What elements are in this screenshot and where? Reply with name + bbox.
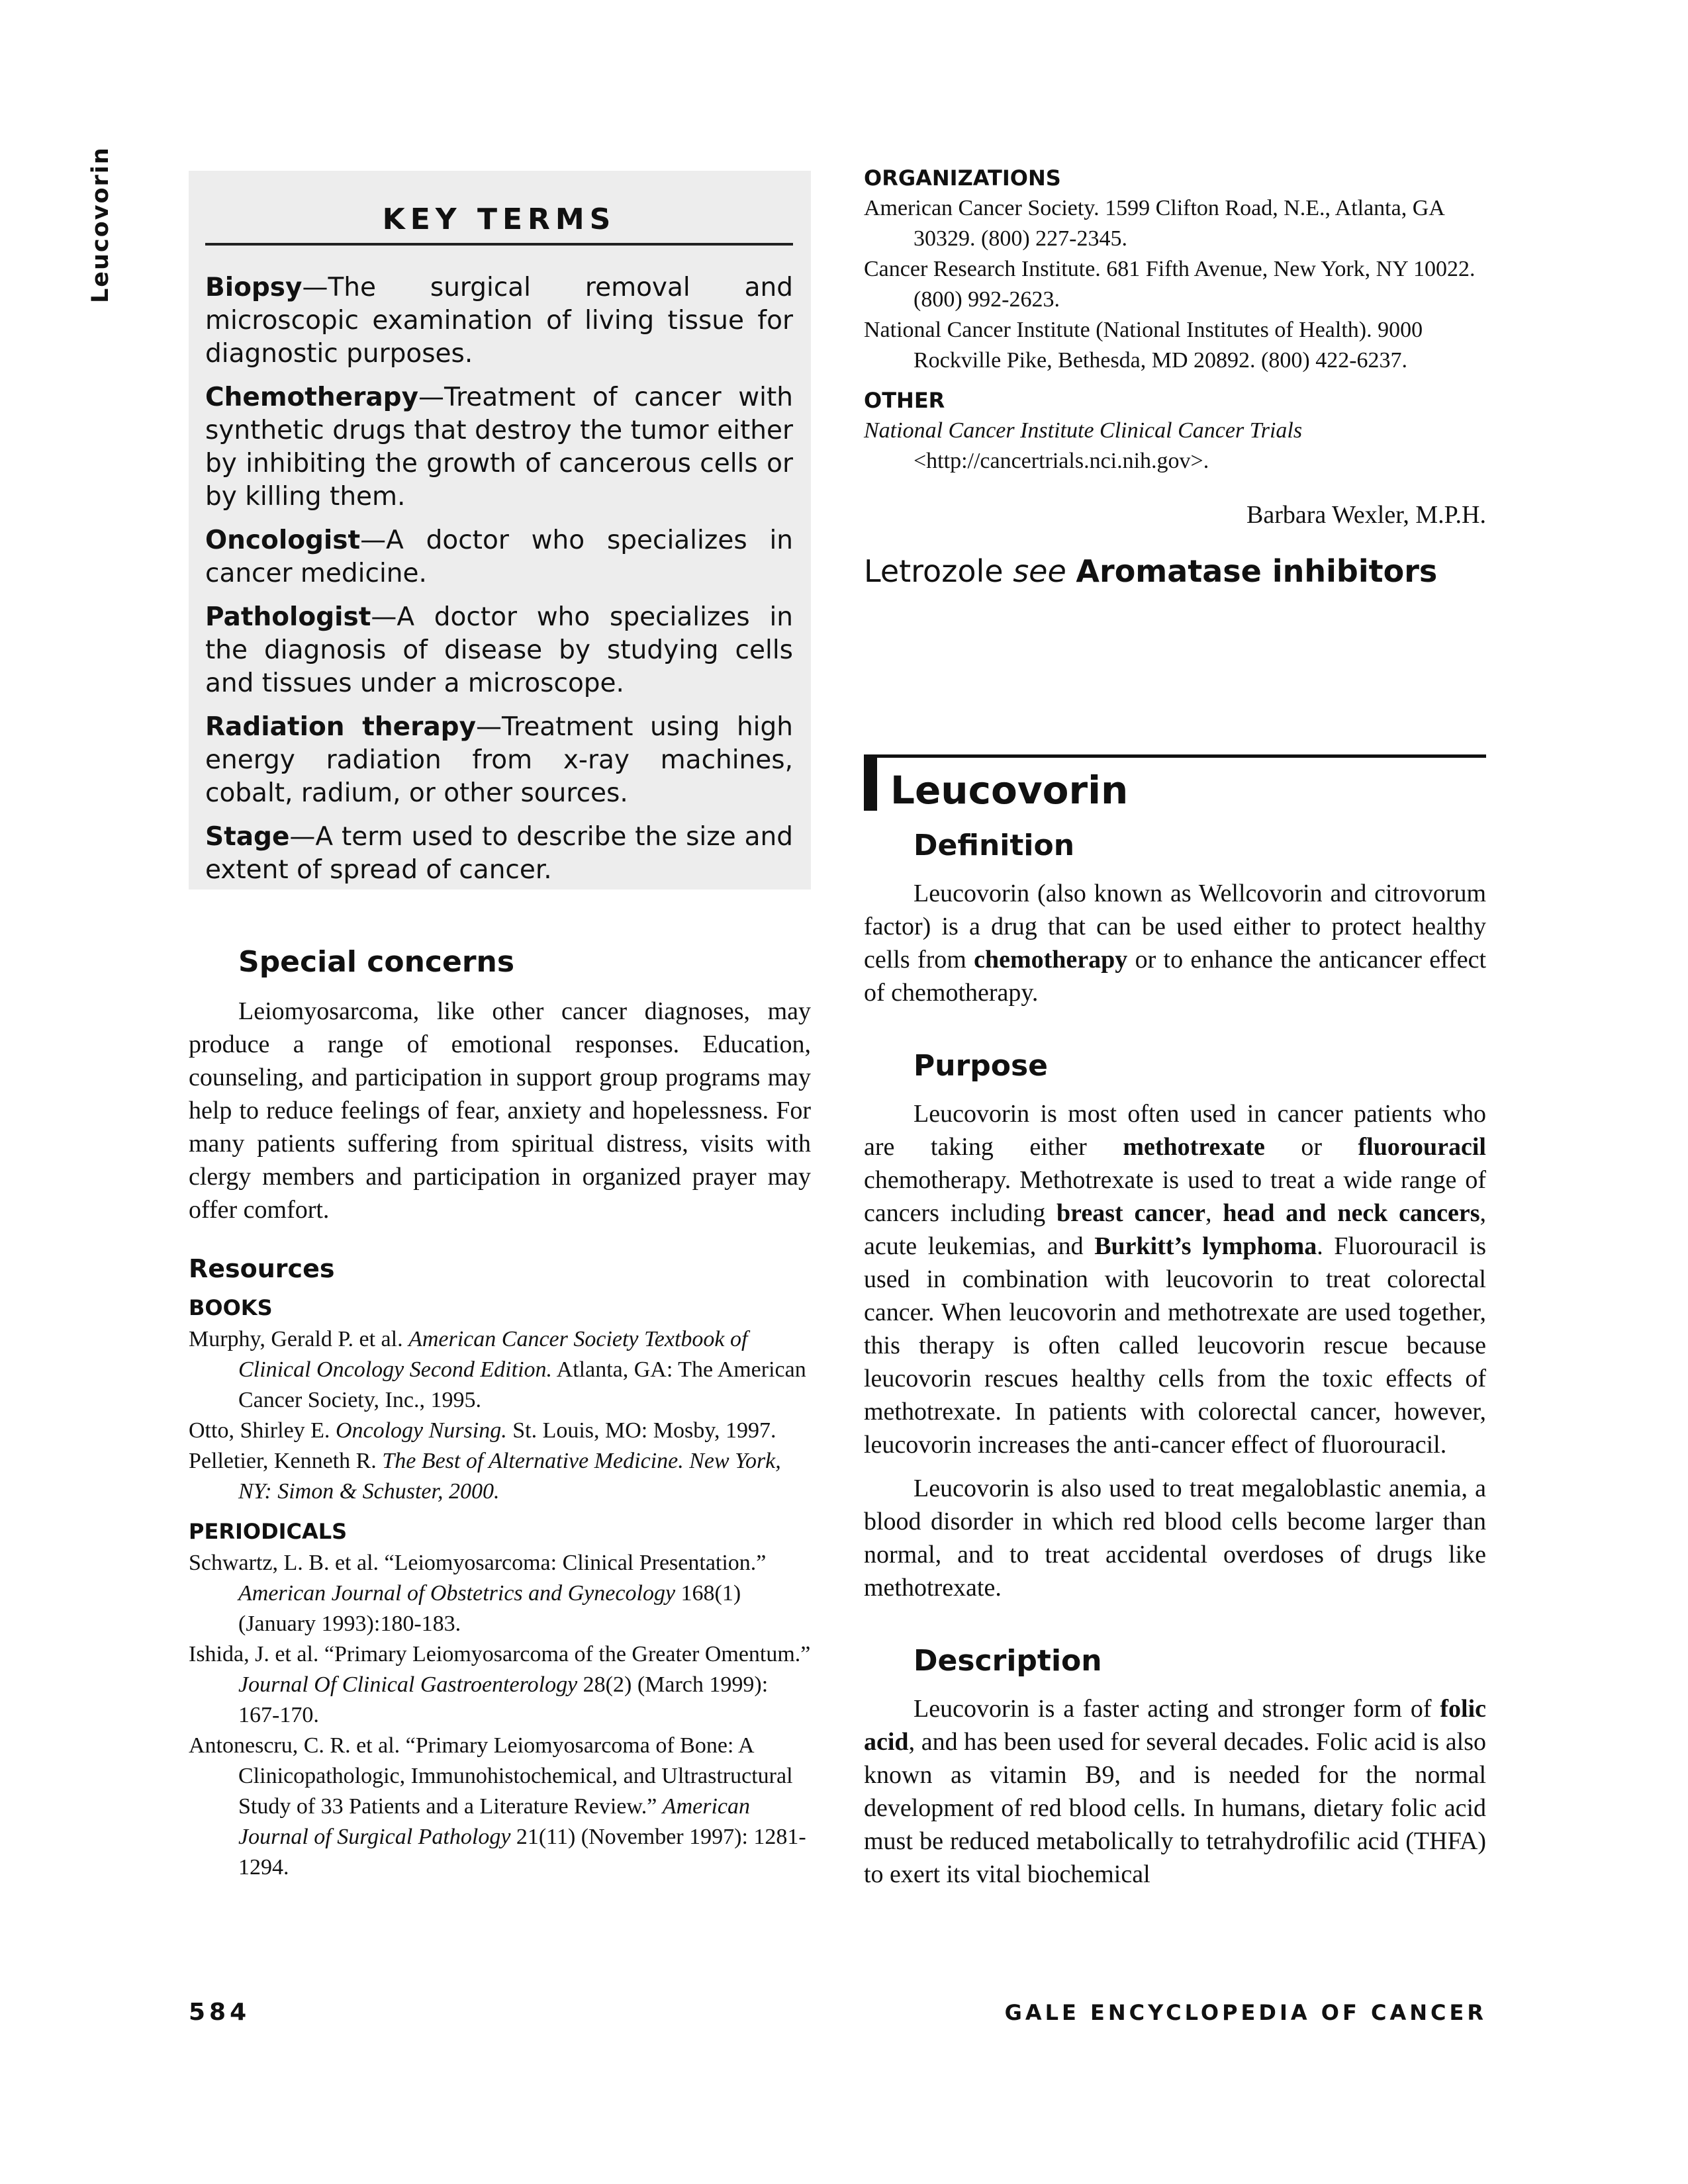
article-title-bar — [864, 754, 877, 811]
page-number: 584 — [189, 1999, 251, 2026]
books-label: BOOKS — [189, 1295, 273, 1320]
paragraph-text: or to enhance the anticancer effect of chemotherapy. — [864, 946, 1486, 1007]
resources-heading: Resources — [189, 1254, 335, 1283]
key-term-name: Radiation therapy — [205, 712, 477, 742]
reference-text: Schwartz, L. B. et al. “Leiomyosarcoma: Clinical Presentation.” — [189, 1551, 767, 1575]
key-term-name: Pathologist — [205, 602, 371, 632]
other-list — [864, 416, 1486, 477]
reference-text: Atlanta, GA: The American Cancer Society, Inc., 1995. — [238, 1357, 806, 1412]
running-head: Leucovorin — [87, 146, 114, 303]
reference-title: The Best of Alternative Medicine. New York, NY: Simon & Schuster, 2000. — [238, 1449, 781, 1504]
key-term-definition: —A doctor who specializes in cancer medicine. — [205, 525, 793, 588]
special-concerns-text: Leiomyosarcoma, like other cancer diagnoses, may produce a range of emotional responses. Education, counseling, and participation in support group programs may help to reduce feelings of fear, anxiety and hopelessness. For many patients suffering from spiritual distress, visits with clergy members and participation in organized prayer may offer comfort. — [189, 997, 811, 1224]
reference-title: National Cancer Institute Clinical Cancer Trials — [864, 418, 1303, 443]
linked-term: chemotherapy — [974, 946, 1128, 974]
reference-entry — [189, 1324, 811, 1416]
key-term — [205, 524, 793, 590]
reference-entry — [864, 416, 1486, 477]
reference-text: Antonescru, C. R. et al. “Primary Leiomyosarcoma of Bone: A Clinicopathologic, Immunohistochemical, and Ultrastructural Study of 33 Patients and a Literature Review.” — [189, 1733, 793, 1819]
key-terms-box — [189, 171, 811, 889]
see-ref-see: see — [1013, 553, 1076, 589]
linked-term: breast cancer — [1056, 1199, 1206, 1227]
reference-text: <http://cancertrials.nci.nih.gov>. — [914, 449, 1209, 473]
key-term-name: Stage — [205, 822, 290, 852]
see-reference — [864, 553, 1486, 589]
reference-entry — [189, 1548, 811, 1639]
paragraph-text: , acute leukemias, and — [864, 1199, 1486, 1260]
section-heading: Description — [914, 1644, 1102, 1678]
reference-title: American Journal of Obstetrics and Gynecology — [238, 1581, 676, 1606]
paragraph-text: . Fluorouracil is used in combination with leucovorin to treat colorectal cancer. When leucovorin and methotrexate are used together, this therapy is often called leucovorin rescue because leucovorin rescues healthy cells from the toxic effects of methotrexate. In patients with colorectal cancer, however, leucovorin increases the anti-cancer effect of fluorouracil. — [864, 1232, 1486, 1459]
key-term — [205, 821, 793, 887]
paragraph-text: or — [1264, 1133, 1358, 1161]
key-term-definition: —Treatment using high energy radiation from x-ray machines, cobalt, radium, or other sources. — [205, 712, 793, 808]
reference-text: 168(1)(January 1993):180-183. — [238, 1581, 741, 1636]
see-ref-term: Letrozole — [864, 553, 1013, 589]
section-heading: Purpose — [914, 1049, 1049, 1083]
linked-term: methotrexate — [1123, 1133, 1265, 1161]
reference-text: Otto, Shirley E. — [189, 1418, 336, 1443]
reference-text: St. Louis, MO: Mosby, 1997. — [506, 1418, 776, 1443]
key-terms-title: KEY TERMS — [205, 203, 793, 246]
key-term — [205, 601, 793, 700]
paragraph-text: Leucovorin (also known as Wellcovorin and citrovorum factor) is a drug that can be used either to protect healthy cells from — [864, 880, 1486, 974]
reference-entry — [189, 1731, 811, 1883]
paragraph-text: , — [1205, 1199, 1223, 1227]
reference-text: American Cancer Society. 1599 Clifton Road, N.E., Atlanta, GA 30329. (800) 227-2345. — [864, 196, 1444, 251]
reference-entry — [189, 1639, 811, 1731]
article-title: Leucovorin — [890, 768, 1129, 813]
key-term-definition: —A doctor who specializes in the diagnosis of disease by studying cells and tissues under a microscope. — [205, 602, 793, 698]
linked-term: fluorouracil — [1358, 1133, 1486, 1161]
reference-entry — [864, 254, 1486, 315]
reference-text: Ishida, J. et al. “Primary Leiomyosarcoma of the Greater Omentum.” — [189, 1642, 811, 1666]
article-paragraph — [864, 1097, 1486, 1461]
linked-term: head and neck cancers — [1223, 1199, 1480, 1227]
paragraph-text: chemotherapy. Methotrexate is used to treat a wide range of cancers including — [864, 1166, 1486, 1227]
periodicals-label: PERIODICALS — [189, 1519, 348, 1544]
reference-title: Journal Of Clinical Gastroenterology — [238, 1672, 578, 1697]
right-column-top — [864, 165, 1486, 589]
reference-entry — [189, 1446, 811, 1507]
reference-entry — [864, 315, 1486, 376]
reference-text: 28(2) (March 1999): 167-170. — [238, 1672, 769, 1727]
key-term — [205, 711, 793, 810]
organizations-list — [864, 193, 1486, 376]
other-label: OTHER — [864, 388, 945, 413]
organizations-label: ORGANIZATIONS — [864, 165, 1061, 191]
books-list — [189, 1324, 811, 1507]
key-term-name: Oncologist — [205, 525, 361, 555]
linked-term: folic acid — [864, 1695, 1486, 1756]
periodicals-list — [189, 1548, 811, 1883]
article-paragraph — [864, 1472, 1486, 1604]
key-term-name: Chemotherapy — [205, 383, 419, 412]
reference-text: Pelletier, Kenneth R. — [189, 1449, 383, 1473]
linked-term: Burkitt’s lymphoma — [1094, 1232, 1317, 1260]
key-terms-list — [205, 271, 793, 897]
left-column — [189, 940, 811, 1883]
key-term-definition: —A term used to describe the size and extent of spread of cancer. — [205, 822, 793, 885]
article-body — [864, 829, 1486, 1901]
key-term-definition: —Treatment of cancer with synthetic drugs that destroy the tumor either by inhibiting the growth of cancerous cells or by killing them. — [205, 383, 793, 512]
paragraph-text: Leucovorin is also used to treat megaloblastic anemia, a blood disorder in which red blood cells become larger than normal, and to treat accidental overdoses of drugs like methotrexate. — [864, 1475, 1486, 1602]
paragraph-text: Leucovorin is most often used in cancer patients who are taking either — [864, 1100, 1486, 1161]
reference-text: Cancer Research Institute. 681 Fifth Avenue, New York, NY 10022. (800) 992-2623. — [864, 257, 1476, 312]
reference-text: National Cancer Institute (National Institutes of Health). 9000 Rockville Pike, Bethesda, MD 20892. (800) 422-6237. — [864, 318, 1423, 373]
reference-text: Murphy, Gerald P. et al. — [189, 1327, 409, 1351]
reference-text: 21(11) (November 1997): 1281-1294. — [238, 1825, 806, 1880]
key-term — [205, 381, 793, 514]
article-paragraph — [864, 877, 1486, 1009]
author: Barbara Wexler, M.P.H. — [1246, 501, 1486, 529]
reference-title: Oncology Nursing. — [335, 1418, 507, 1443]
see-ref-target: Aromatase inhibitors — [1076, 553, 1438, 589]
paragraph-text: Leucovorin is a faster acting and stronger form of — [914, 1695, 1440, 1723]
reference-entry — [189, 1416, 811, 1446]
publication-name: GALE ENCYCLOPEDIA OF CANCER — [1004, 2000, 1487, 2025]
key-term-name: Biopsy — [205, 273, 303, 302]
article-paragraph — [864, 1692, 1486, 1891]
key-term-definition: —The surgical removal and microscopic examination of living tissue for diagnostic purposes. — [205, 273, 793, 369]
section-heading: Definition — [914, 829, 1075, 862]
special-concerns-heading: Special concerns — [238, 945, 515, 979]
paragraph-text: , and has been used for several decades. Folic acid is also known as vitamin B9, and is needed for the normal development of red blood cells. In humans, dietary folic acid must be reduced metabolically to tetrahydrofilic acid (THFA) to exert its vital biochemical — [864, 1728, 1486, 1888]
reference-title: American Cancer Society Textbook of Clinical Oncology Second Edition. — [238, 1327, 748, 1382]
key-term — [205, 271, 793, 371]
reference-entry — [864, 193, 1486, 254]
reference-title: American Journal of Surgical Pathology — [238, 1794, 750, 1849]
article-title-rule — [864, 754, 1486, 758]
